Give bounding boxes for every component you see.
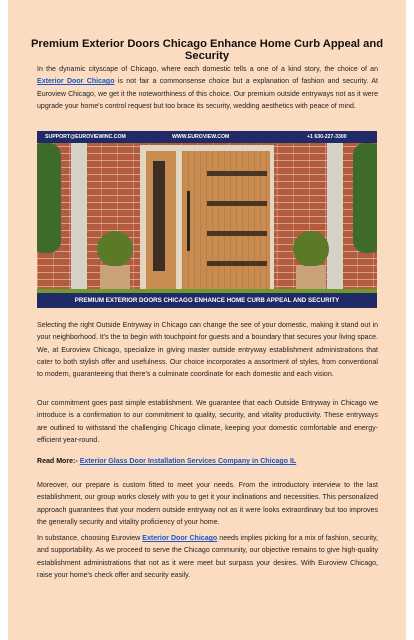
- pillar-left: [71, 143, 87, 308]
- banner-caption: PREMIUM EXTERIOR DOORS CHICAGO ENHANCE HOME CURB APPEAL AND SECURITY: [37, 293, 377, 308]
- banner-contact-bar: [37, 131, 377, 143]
- page-title: Premium Exterior Doors Chicago Enhance Home Curb Appeal and Security: [30, 38, 384, 62]
- conclusion-paragraph: [37, 533, 378, 582]
- pillar-right: [327, 143, 343, 308]
- tree-right: [353, 143, 377, 253]
- commitment-paragraph: Our commitment goes past simple establishment. We guarantee that each Outside Entryway in Chicago we introduce is a confirmation to our commitment to quality, security, and vitality productivity. These entryways are outlined to withstand the challenging Chicago climate, keeping your domestic comfortable and energy-efficient year-round.: [37, 400, 378, 444]
- document-page: [8, 0, 406, 640]
- read-more-link[interactable]: Exterior Glass Door Installation Services Company in Chicago IL: [79, 458, 297, 465]
- exterior-door-chicago-link-2[interactable]: Exterior Door Chicago: [142, 535, 218, 542]
- intro-text-start: In the dynamic cityscape of Chicago, where each domestic tells a one of a kind story, the choice of an: [37, 66, 378, 73]
- conclusion-text-end: needs implies picking for a mix of fashion, security, and supportability. As we proceed to serve the Chicago community, our objective remains to give high-quality establishment administrations that not as it were meet but surpass your desires. With Euroview Chicago, raise your home's check offer and security easily.: [37, 535, 379, 579]
- door-slat: [207, 201, 267, 206]
- hero-banner-image: [37, 131, 377, 308]
- read-more-label: Read More:-: [37, 458, 80, 465]
- plant-left: [97, 231, 133, 267]
- door-slat: [207, 171, 267, 176]
- selection-paragraph: Selecting the right Outside Entryway in Chicago can change the see of your domestic, making it stand out in your neighborhood. It's the to begin with touchpoint for guests and a boundary that secures your living space. We, at Euroview Chicago, specialize in giving master outside entryway establishment administrations that cater to both stylish offer and usefulness. Our choice incorporates a assortment of styles, from conventional to modern, guaranteeing that there's a culminate coordinate for each domestic and each vision.: [37, 322, 378, 379]
- door-slat: [207, 231, 267, 236]
- exterior-door-chicago-link[interactable]: Exterior Door Chicago: [37, 78, 115, 86]
- process-paragraph: Moreover, our prepare is custom fitted to meet your needs. From the introductory interview to the last establishment, our group works closely with you to get it your inclinations and necessities. This personalized approach guarantees that your modern outside entryway not as it were looks extraordinary but too improves the generally security and vitality proficiency of your home.: [37, 482, 378, 526]
- tree-left: [37, 143, 61, 253]
- door-slat: [207, 261, 267, 266]
- intro-paragraph: [37, 64, 378, 113]
- door-handle: [187, 191, 190, 251]
- conclusion-text-start: In substance, choosing Euroview: [37, 535, 143, 542]
- door-glass: [153, 161, 165, 271]
- banner-website: WWW.EUROVIEW.COM: [172, 134, 230, 140]
- intro-text-end: is not fair a commonsense choice but a explanation of fashion and security. At Euroview Chicago, we get it the noteworthiness of this choice. Our premium outside entryways not as it were upgrade your home's control request but too brace its security, wedding aesthetics with peace of mind.: [37, 78, 378, 110]
- banner-email: SUPPORT@EUROVIEWINC.COM: [45, 134, 126, 140]
- plant-right: [293, 231, 329, 267]
- read-more-line: [37, 456, 378, 468]
- banner-phone: +1 630-227-3300: [307, 134, 347, 140]
